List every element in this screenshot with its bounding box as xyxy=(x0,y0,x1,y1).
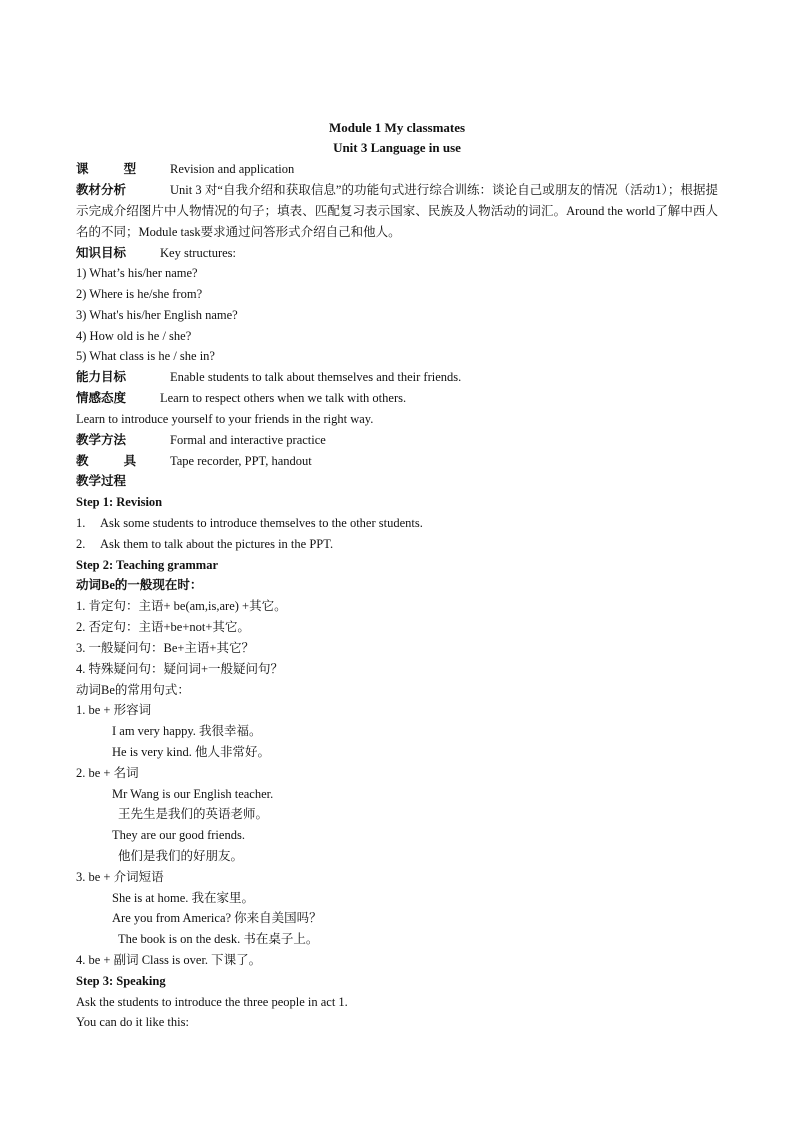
list-item xyxy=(76,515,423,531)
list-number: 1. xyxy=(76,516,86,530)
structure-item: 2) Where is he/she from? xyxy=(76,287,203,301)
pattern-example-translation: 他们是我们的好朋友。 xyxy=(118,849,244,863)
knowledge-intro: Key structures: xyxy=(160,246,237,260)
grammar-rule: 1. 肯定句：主语+ be(am,is,are) +其它。 xyxy=(76,599,287,613)
patterns-title: 动词Be的常用句式： xyxy=(76,683,190,697)
emotion-value-2: Learn to introduce yourself to your friends in the right way. xyxy=(76,412,374,426)
pattern-heading: 3. be + 介词短语 xyxy=(76,870,164,884)
step3-heading: Step 3: Speaking xyxy=(76,974,166,988)
ability-label: 能力目标 xyxy=(76,370,127,384)
grammar-rule: 3. 一般疑问句：Be+主语+其它？ xyxy=(76,641,254,655)
pattern-heading: 1. be + 形容词 xyxy=(76,703,152,717)
tools-label: 教 具 xyxy=(76,454,153,468)
method-label: 教学方法 xyxy=(76,433,127,447)
tools-value: Tape recorder, PPT, handout xyxy=(170,454,312,468)
pattern-example: He is very kind. 他人非常好。 xyxy=(112,745,270,759)
structure-item: 4) How old is he / she? xyxy=(76,329,192,343)
pattern-heading: 4. be + 副词 Class is over. 下课了。 xyxy=(76,953,262,967)
pattern-example: Are you from America? 你来自美国吗？ xyxy=(112,911,322,925)
course-type-value: Revision and application xyxy=(170,162,295,176)
emotion-value: Learn to respect others when we talk with others. xyxy=(160,391,407,405)
list-text: Ask some students to introduce themselves to the other students. xyxy=(100,516,423,530)
grammar-rule: 4. 特殊疑问句：疑问词+一般疑问句？ xyxy=(76,662,284,676)
knowledge-label: 知识目标 xyxy=(76,246,127,260)
emotion-label: 情感态度 xyxy=(76,391,127,405)
list-item xyxy=(76,536,333,552)
document-title: Module 1 My classmates xyxy=(328,120,466,135)
pattern-example: The book is on the desk. 书在桌子上。 xyxy=(118,932,319,946)
list-number: 2. xyxy=(76,537,86,551)
ability-value: Enable students to talk about themselves and their friends. xyxy=(170,370,462,384)
analysis-label: 教材分析 xyxy=(76,183,127,197)
pattern-example-translation: 王先生是我们的英语老师。 xyxy=(118,807,269,821)
method-value: Formal and interactive practice xyxy=(170,433,326,447)
pattern-example: Mr Wang is our English teacher. xyxy=(112,787,274,801)
step1-heading: Step 1: Revision xyxy=(76,495,163,509)
structure-item: 1) What’s his/her name? xyxy=(76,266,198,280)
grammar-rule: 2. 否定句：主语+be+not+其它。 xyxy=(76,620,250,634)
list-text: Ask them to talk about the pictures in the PPT. xyxy=(100,537,334,551)
document-subtitle: Unit 3 Language in use xyxy=(333,140,461,155)
pattern-example: They are our good friends. xyxy=(112,828,245,842)
pattern-example: I am very happy. 我很幸福。 xyxy=(112,724,262,738)
structure-item: 3) What's his/her English name? xyxy=(76,308,238,322)
structure-item: 5) What class is he / she in? xyxy=(76,349,215,363)
course-type-label: 课 型 xyxy=(76,162,153,176)
pattern-example: She is at home. 我在家里。 xyxy=(112,891,255,905)
step2-subheading: 动词Be的一般现在时： xyxy=(76,578,203,592)
analysis-text: Unit 3 对“自我介绍和获取信息”的功能句式进行综合训练：谈论自己或朋友的情况（活动1）；根据提示完成介绍图片中人物情况的句子；填表、匹配复习表示国家、民族及人物活动的词汇。Around the world了解中西人名的不同；Module task要求通过问答形式介绍自己和他人。 xyxy=(76,183,718,239)
process-label: 教学过程 xyxy=(76,474,127,488)
step3-text: Ask the students to introduce the three people in act 1. xyxy=(76,995,348,1009)
step2-heading: Step 2: Teaching grammar xyxy=(76,558,219,572)
pattern-heading: 2. be + 名词 xyxy=(76,766,139,780)
step3-text: You can do it like this: xyxy=(76,1015,189,1029)
